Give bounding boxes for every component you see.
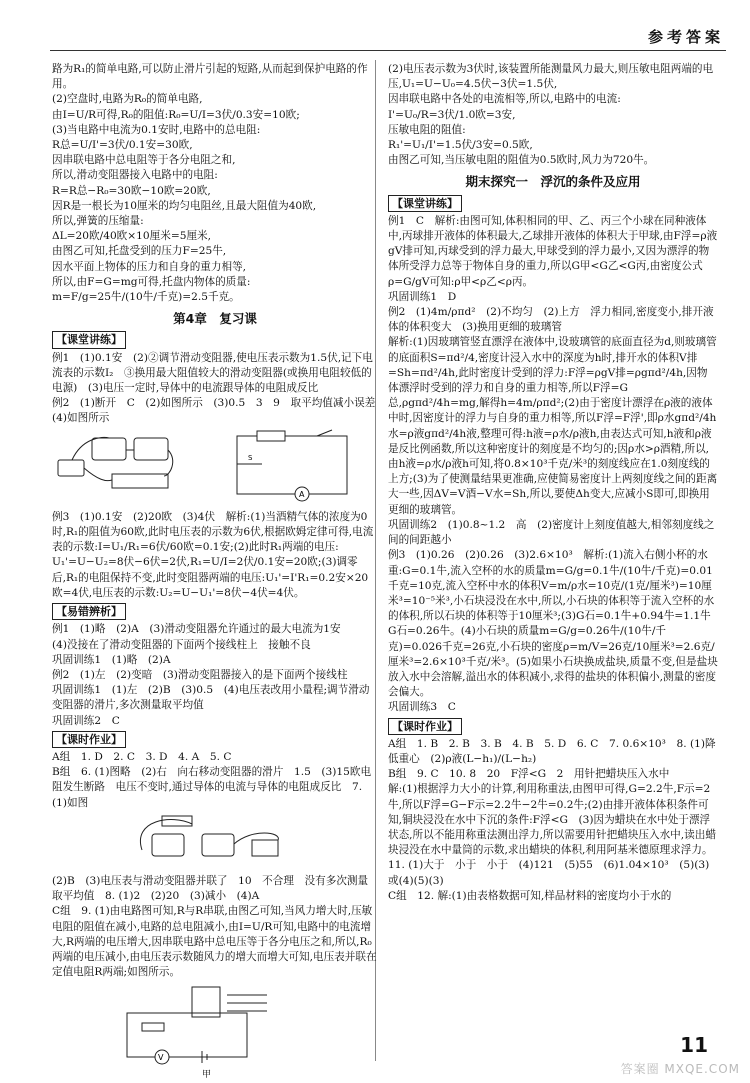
answer-line: 例2 (1)断开 C (2)如图所示 (3)0.5 3 9 取平均值减小误差 bbox=[52, 397, 376, 410]
answer-line: (2)空盘时,电路为R₀的简单电路, bbox=[52, 93, 203, 106]
answer-line: U₁'=U−U₂=8伏−6伏=2伏,R₁=U/I=2伏/0.1安=20欧;(3)调零后,R₁的电阻保持不变,此时变阻器两端的电压:U₁'=I'R₁=0.2安×20欧=4伏,电压表的示数:U₂=U−U₁'=8伏−4伏=4伏。 bbox=[52, 556, 369, 599]
wind-sensor-circuit-figure bbox=[52, 983, 372, 1081]
watermark-logo: 答案圈 MXQE.COM bbox=[620, 1062, 740, 1076]
right-block-1 bbox=[388, 62, 718, 168]
answer-line: C组 9. (1)由电路图可知,R与R串联,由图乙可知,当风力增大时,压敏电阻的阻值在减小,电路的总电阻减小,由I=U/R可知,电路中的电流增大,R两端的电压增大,因串联电路中总电压等于各分电压之和,所以,R₀两端的电压减小,由电压表示数随风力的增大而增大可知,电压表并联在定值电阻R两端;如图所示。 bbox=[52, 905, 377, 979]
svg-text:V: V bbox=[158, 1053, 164, 1063]
answer-line: B组 9. C 10. 8 20 F浮<G 2 用针把蜡块压入水中 bbox=[388, 768, 670, 781]
answer-line: 例3 (1)0.1安 (2)20欧 (3)4伏 解析:(1)当酒精气体的浓度为0时,R₁的阻值为60欧,此时电压表的示数为6伏,根据欧姆定律可得,电流表的示数:I=U₁/R₁=6伏/60欧=0.1安;(2)此时R₁两端的电压: bbox=[52, 510, 374, 554]
answer-line: (2)B (3)电压表与滑动变阻器并联了 10 不合理 没有多次测量取平均值 8. (1)2 (2)20 (3)减小 (4)A bbox=[52, 874, 369, 903]
answer-line: (4)没接在了滑动变阻器的下面两个接线柱上 接触不良 bbox=[52, 638, 311, 651]
answer-line: B组 6. (1)图略 (2)右 向右移动变阻器的滑片 1.5 (3)15欧电阻发生断路 电压不变时,通过导体的电流与导体的电阻成反比 7. (1)如图 bbox=[52, 766, 372, 809]
right-block-2 bbox=[388, 214, 722, 716]
section-tag-errors: 【易错辨析】 bbox=[52, 603, 126, 620]
answer-line: 巩固训练3 C bbox=[388, 701, 456, 714]
answer-line: 例2 (1)4m/ρπd² (2)不均匀 (2)上方 浮力相同,密度变小,排开液体的体积变大 (3)换用更细的玻璃管 bbox=[388, 306, 714, 334]
answer-line: 所以,由F=G=mg可得,托盘内物体的质量: bbox=[52, 275, 251, 288]
answer-line: 因R是一根长为10厘米的均匀电阻丝,且最大阻值为40欧, bbox=[52, 199, 317, 212]
answer-line: 因串联电路中总电阻等于各分电阻之和, bbox=[52, 154, 236, 167]
answer-line: A组 1. D 2. C 3. D 4. A 5. C bbox=[52, 750, 232, 763]
answer-line: 因水平面上物体的压力和自身的重力相等, bbox=[52, 260, 247, 273]
answer-line: I'=U₀/R=3伏/1.0欧=3安, bbox=[388, 108, 516, 121]
right-column bbox=[388, 62, 722, 904]
page-number: 11 bbox=[680, 1033, 708, 1057]
left-block-3 bbox=[52, 510, 378, 601]
answer-line: 因串联电路中各处的电流相等,所以,电路中的电流: bbox=[388, 93, 621, 106]
answer-line: 例1 C 解析:由图可知,体积相同的甲、乙、丙三个小球在同种液体中,丙球排开液体的体积最大,乙球排开液体的体积大于甲球,由F浮=ρ液gV排可知,丙球受到的浮力最大,甲球受到的浮力最小,又因为漂浮的物体所受浮力总等于物体自身的重力,所以G甲<G乙<G丙,由密度公式ρ=G/gV可知:ρ甲<ρ乙<ρ丙。 bbox=[388, 214, 718, 288]
answer-line: ΔL=20欧/40欧×10厘米=5厘米, bbox=[52, 230, 211, 243]
answer-line: R总=U/I'=3伏/0.1安=30欧, bbox=[52, 139, 193, 152]
left-block-5 bbox=[52, 750, 378, 811]
answer-line: 解析:(1)因玻璃管竖直漂浮在液体中,设玻璃管的底面直径为d,则玻璃管的底面积S=πd²/4,密度计浸入水中的深度为h时,排开水的体积V排=Sh=πd²/4h,此时密度计受到的浮力:F浮=ρgV排=ρgπd²/4h,因物体漂浮时受到的浮力和自身的重力相等,所以F浮=G总,ρgπd²/4h=mg,解得h=4m/ρπd²;(2)由于密度计漂浮在ρ液的液体中时,因密度计的浮力与自身的重力相等,所以F浮=F浮',即ρ水gπd²/4h水=ρ液gπd²/4h液,整理可得:h液=ρ水/ρ液h,由表达式可知,h液和ρ液是反比例函数,所以这种密度计的刻度是不均匀的;因ρ水>ρ酒精,所以,由h液=ρ水/ρ液h可知,将0.8×10³千克/米³的刻度线应在1.0刻度线的上方;(3)为了使测量结果更准确,应使简易密度计上两刻度线之间的距离大一些,因ΔV=V酒−V水=Sh,所以,要使Δh变大,应减小S即可,即换用更细的玻璃管。 bbox=[388, 336, 718, 516]
circuit-diagram-figure bbox=[52, 430, 372, 502]
left-block-6 bbox=[52, 874, 378, 980]
page-header-title: 参考答案 bbox=[647, 28, 724, 46]
left-block-2 bbox=[52, 351, 378, 427]
chapter-title: 第4章 复习课 bbox=[173, 311, 257, 327]
answer-line: (4)如图所示 bbox=[52, 412, 110, 425]
apparatus-figure bbox=[52, 814, 372, 866]
answer-line: (3)当电路中电流为0.1安时,电路中的总电阻: bbox=[52, 123, 261, 136]
svg-text:A: A bbox=[299, 489, 305, 499]
left-block-4 bbox=[52, 622, 378, 728]
figure-caption: 甲 bbox=[202, 1070, 212, 1081]
left-column bbox=[52, 62, 378, 1081]
answer-line: 由图乙可知,托盘受到的压力F=25牛, bbox=[52, 245, 227, 258]
answer-line: 由图乙可知,当压敏电阻的阻值为0.5欧时,风力为720牛。 bbox=[388, 154, 655, 167]
answer-line: 压敏电阻的阻值: bbox=[388, 123, 466, 136]
section-tag-homework-2: 【课时作业】 bbox=[388, 718, 462, 735]
answer-line: 巩固训练2 (1)0.8~1.2 高 (2)密度计上刻度值越大,相邻刻度线之间的间距越小 bbox=[388, 518, 715, 547]
answer-line: 巩固训练1 D bbox=[388, 290, 457, 303]
answer-line: 巩固训练1 (1)略 (2)A bbox=[52, 653, 171, 666]
answer-line: m=F/g=25牛/(10牛/千克)=2.5千克。 bbox=[52, 291, 240, 304]
answer-line: 例2 (1)左 (2)变暗 (3)滑动变阻器接入的是下面两个接线柱 bbox=[52, 668, 348, 681]
answer-line: C组 12. 解:(1)由表格数据可知,样品材料的密度均小于水的 bbox=[388, 889, 672, 902]
answer-line: 例1 (1)略 (2)A (3)滑动变阻器允许通过的最大电流为1安 bbox=[52, 623, 341, 636]
svg-text:S: S bbox=[248, 453, 253, 462]
answer-line: 例1 (1)0.1安 (2)②调节滑动变阻器,使电压表示数为1.5伏,记下电流表的示数I₂ ③换用最大阻值较大的滑动变阻器(或换用电阻较低的电源) (3)电压一定时,导体中的电流跟导体的电阻成反比 bbox=[52, 351, 373, 395]
section-tag-practice-2: 【课堂讲练】 bbox=[388, 195, 462, 212]
answer-line: 巩固训练1 (1)左 (2)B (3)0.5 (4)电压表改用小量程;调节滑动变阻器的滑片,多次测量取平均值 bbox=[52, 684, 370, 712]
answer-line: 巩固训练2 C bbox=[52, 714, 120, 727]
left-block-1 bbox=[52, 62, 378, 305]
answer-line: 所以,滑动变阻器接入电路中的电阻: bbox=[52, 169, 218, 182]
answer-line: A组 1. B 2. B 3. B 4. B 5. D 6. C 7. 0.6×10³ 8. (1)降低重心 (2)ρ液(L−h₁)/(L−h₂) bbox=[388, 737, 716, 765]
chapter-title-final: 期末探究一 浮沉的条件及应用 bbox=[465, 174, 641, 190]
answer-line: 例3 (1)0.26 (2)0.26 (3)2.6×10³ 解析:(1)流入右侧小杯的水重:G=0.1牛,流入空杯的水的质量m=G/g=0.1牛/(10牛/千克)=0.01千克=10克,流入空杯中水的体积V=m/ρ水=10克/(1克/厘米³)=10厘米³=10⁻⁵米³,小石块浸没在水中,所以,小石块的体积等于流入空杯的水的体积,所以石块的体积等于10厘米³;(3)G石=0.1牛+0.94牛=1.1牛 G石=0.26牛。(4)小石块的质量m=G/g=0.26牛/(10牛/千克)=0.026千克=26克,小石块的密度ρ=m/V=26克/10厘米³=2.6克/厘米³=2.6×10³千克/米³。(5)如果小石块换成盐块,质量不变,但是盐块放入水中会溶解,溢出水的体积减小,求得的盐块的体积偏小,测量的密度会偏大。 bbox=[388, 549, 722, 699]
answer-line: 路为R₁的简单电路,可以防止滑片引起的短路,从而起到保护电路的作用。 bbox=[52, 63, 368, 91]
answer-line: 解:(1)根据浮力大小的计算,利用称重法,由图甲可得,G=2.2牛,F示=2牛,所以F浮=G−F示=2.2牛−2牛=0.2牛;(2)由排开液体体积条件可知,铜块浸没在水中下沉的条件:F浮<G (3)因为蜡块在水中处于漂浮状态,所以不能用称重法测出浮力,所以需要用针把蜡块压入水中,读出蜡块浸没在水中量筒的示数,求出蜡块的体积,利用阿基米德原理求浮力。 11. (1)大于 小于 小于 (4)121 (5)55 (6)1.04×10³ (5)(3)或(4)(5)(3) bbox=[388, 783, 718, 887]
answer-line: 所以,弹簧的压缩量: bbox=[52, 215, 144, 228]
answer-line: R=R总−R₀=30欧−10欧=20欧, bbox=[52, 184, 211, 197]
answer-line: (2)电压表示数为3伏时,该装置所能测量风力最大,则压敏电阻两端的电压,U₁=U−U₀=4.5伏−3伏=1.5伏, bbox=[388, 63, 714, 91]
answer-line: R₁'=U₁/I'=1.5伏/3安=0.5欧, bbox=[388, 139, 533, 152]
section-tag-homework: 【课时作业】 bbox=[52, 731, 126, 748]
section-tag-practice: 【课堂讲练】 bbox=[52, 331, 126, 348]
answer-line: 由I=U/R可得,R₀的阻值:R₀=U/I=3伏/0.3安=10欧; bbox=[52, 108, 300, 121]
right-block-3 bbox=[388, 737, 718, 904]
header-rule bbox=[50, 50, 726, 51]
